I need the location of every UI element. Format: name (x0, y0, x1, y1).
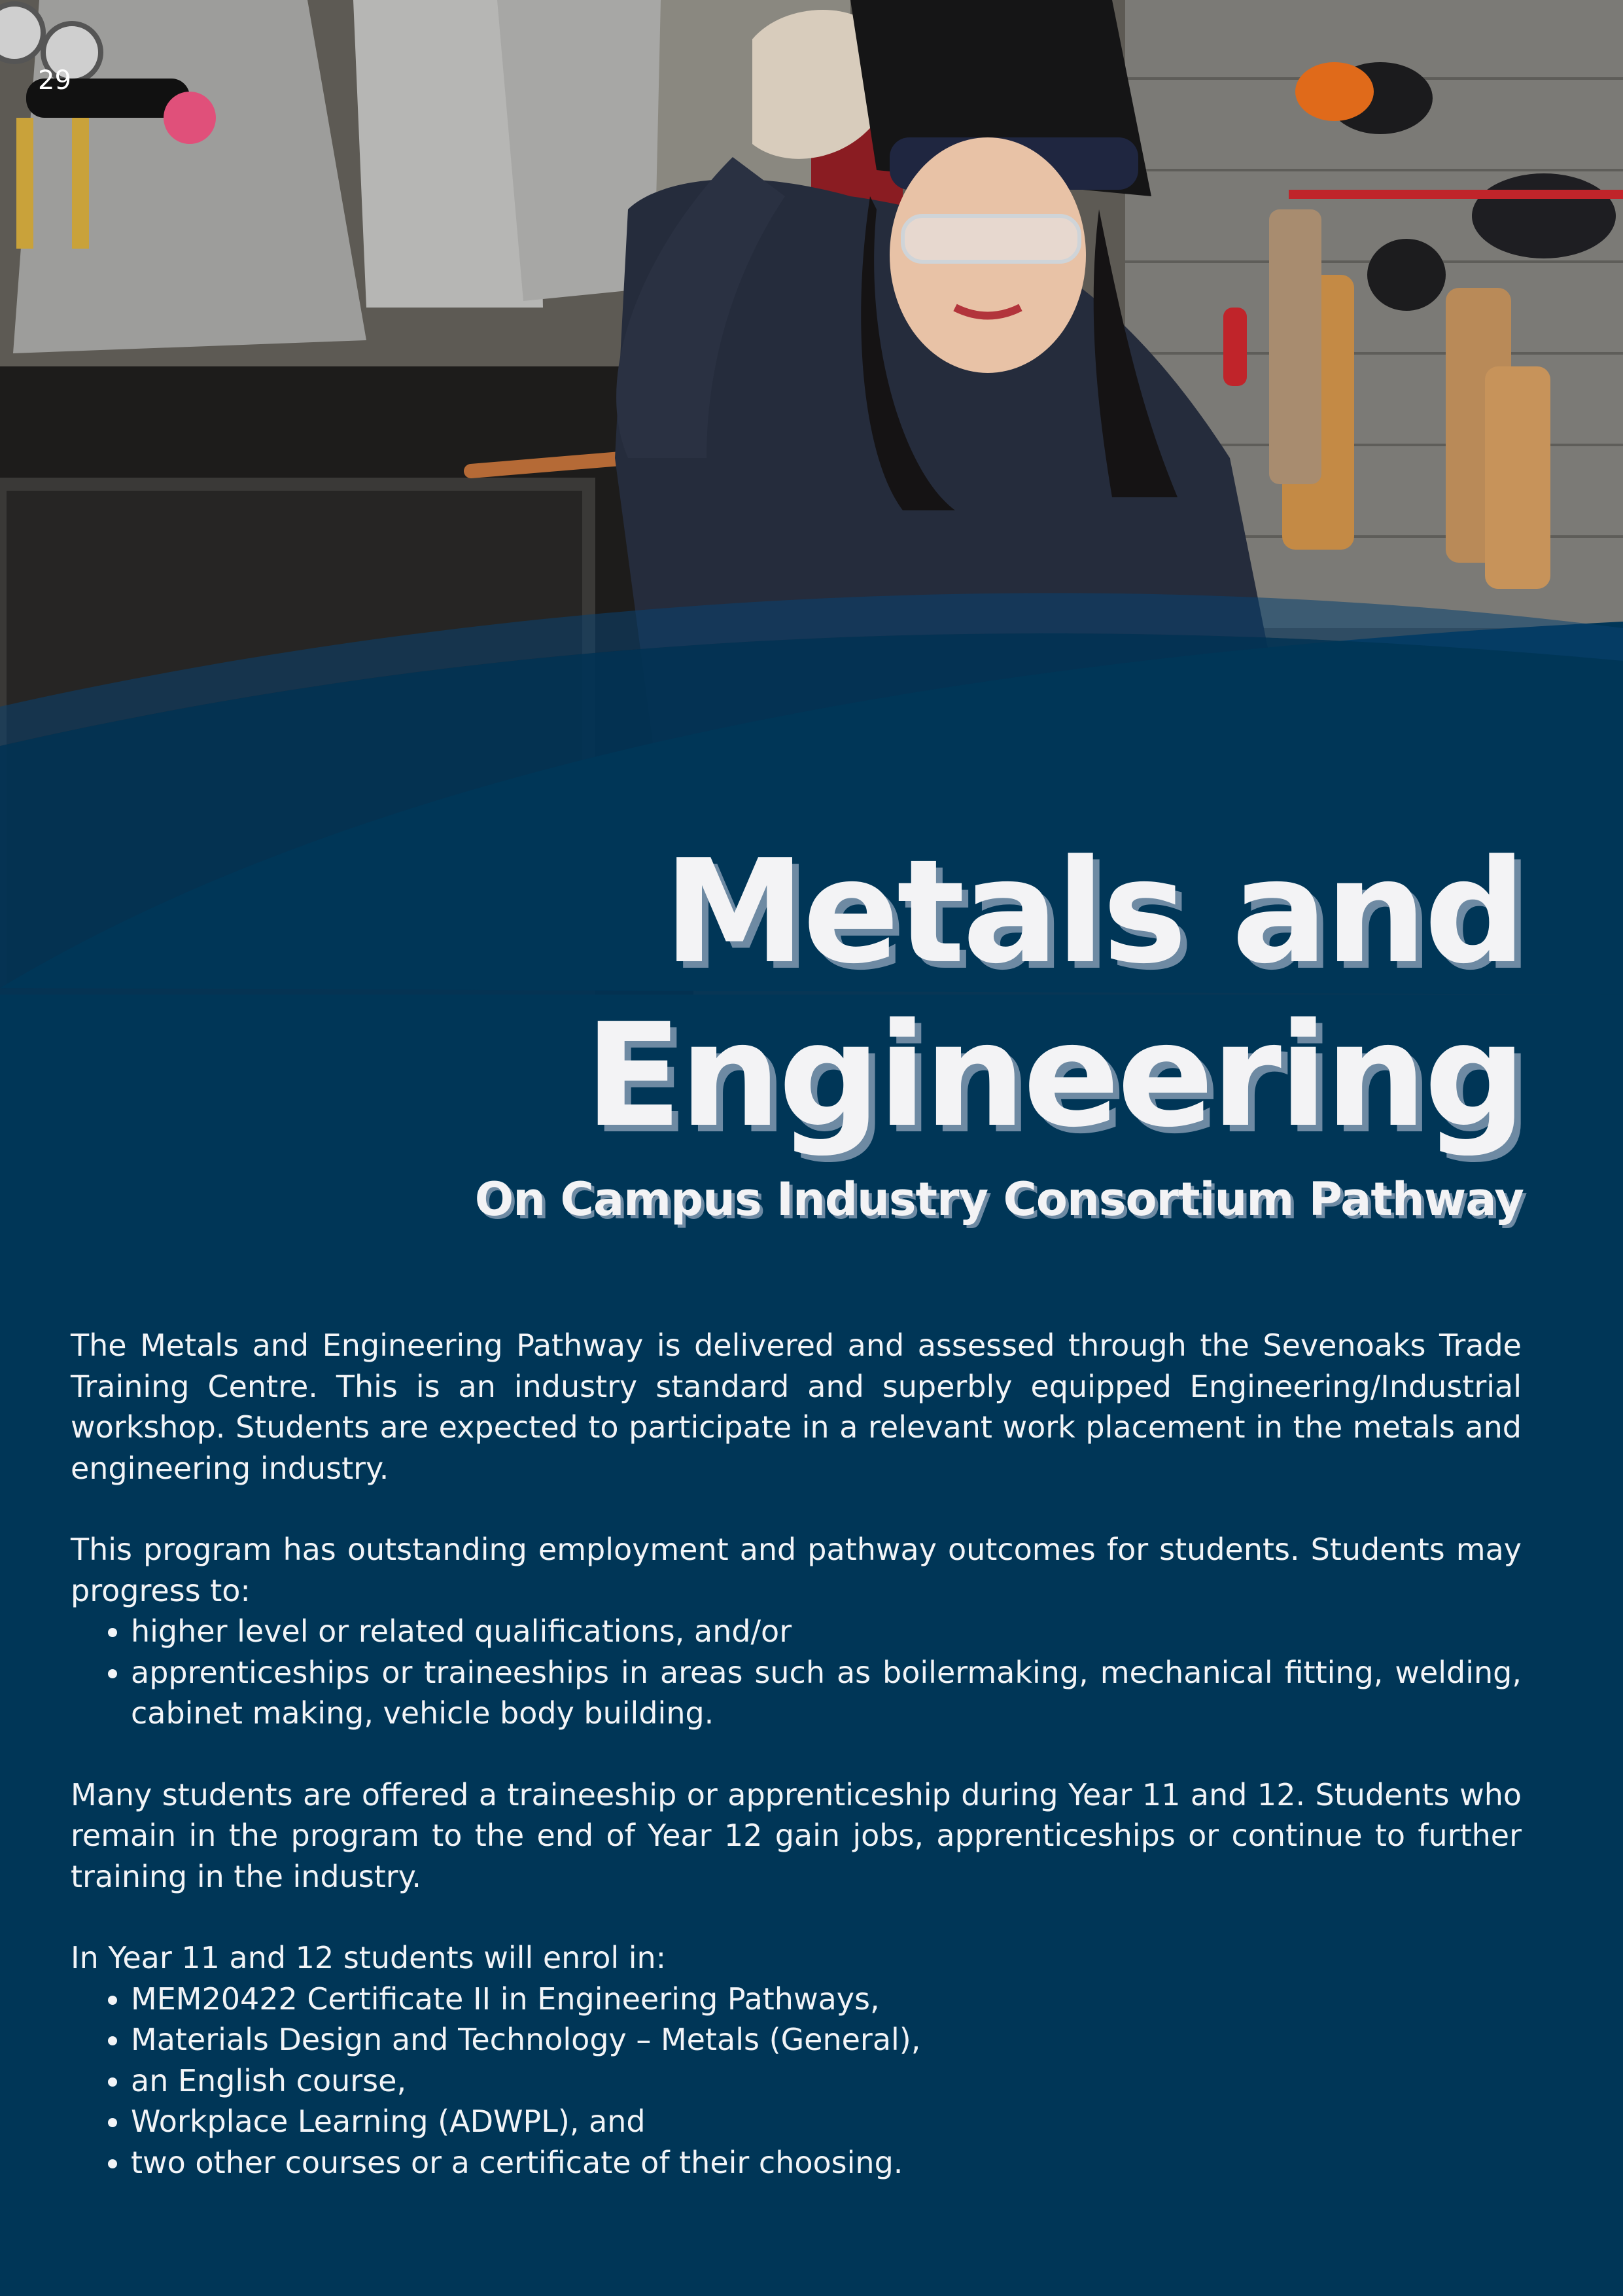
page-subtitle: On Campus Industry Consortium Pathway (474, 1173, 1524, 1226)
intro-paragraph: The Metals and Engineering Pathway is delivered and assessed through the Sevenoaks Trade Training Centre. This is an industry standard and superbly equipped Engineering/Industrial workshop. Students are expected to participate in a relevant work placement in the metals and engineering industry. (71, 1328, 1522, 1486)
outcomes-paragraph: This program has outstanding employment and pathway outcomes for students. Students may progress to: (71, 1532, 1522, 1608)
progress-list (71, 1611, 1522, 1734)
list-item: • Materials Design and Technology – Metals (General), (131, 2019, 1522, 2060)
page-number: 29 (38, 65, 71, 96)
list-item: • two other courses or a certificate of their choosing. (131, 2142, 1522, 2183)
list-item: • an English course, (131, 2060, 1522, 2102)
enrol-paragraph: In Year 11 and 12 students will enrol in: (71, 1940, 667, 1975)
traineeship-paragraph: Many students are offered a traineeship or apprenticeship during Year 11 and 12. Students who remain in the program to the end of Year 12 gain jobs, apprenticeships or continue to further training in the industry. (71, 1776, 1522, 1894)
list-item: • MEM20422 Certificate II in Engineering Pathways, (131, 1979, 1522, 2020)
list-item: • higher level or related qualifications, and/or (131, 1611, 1522, 1652)
list-item: • apprenticeships or traineeships in areas such as boilermaking, mechanical fitting, welding, cabinet making, vehicle body building. (131, 1652, 1522, 1734)
title-block (150, 831, 1524, 1229)
list-item: • Workplace Learning (ADWPL), and (131, 2101, 1522, 2142)
page-title-line-1: Metals and (663, 830, 1524, 995)
page-title-line-2: Engineering (584, 993, 1524, 1159)
body-content (71, 1325, 1522, 2223)
enrol-list (71, 1979, 1522, 2183)
